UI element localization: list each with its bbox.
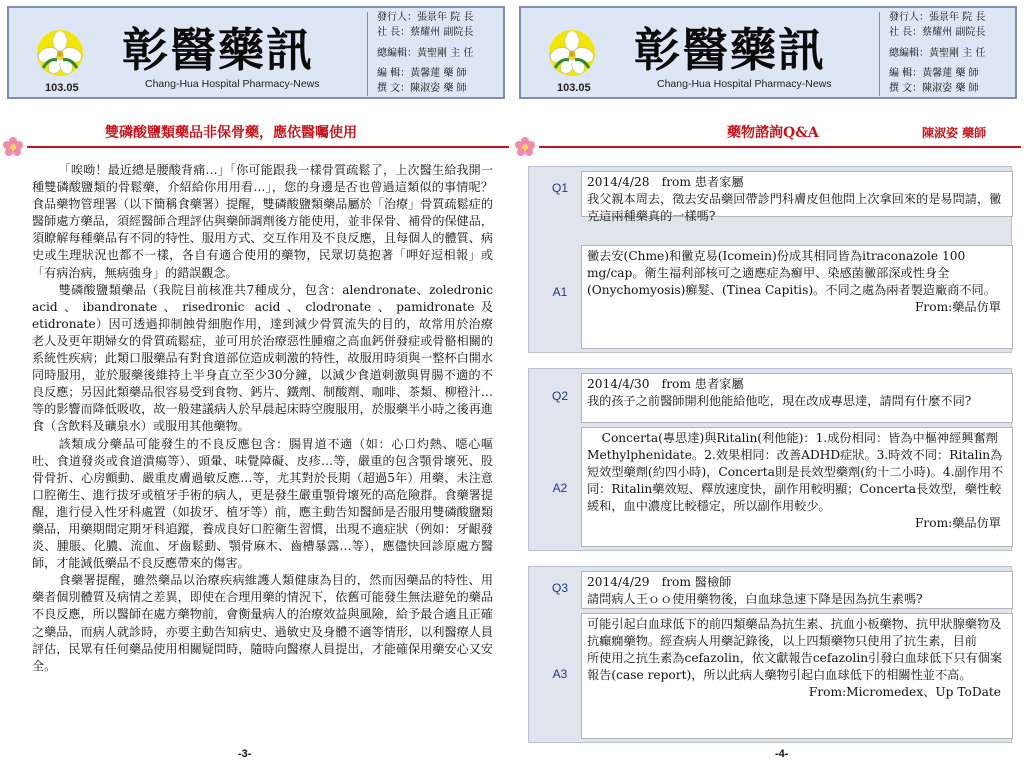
question-text — [581, 171, 1013, 223]
newsletter-header — [519, 6, 1017, 99]
newsletter-subtitle: Chang-Hua Hospital Pharmacy-News — [145, 78, 320, 90]
staff-line: 社 長：蔡耀州 副院長 — [889, 26, 986, 38]
page-number: -4- — [775, 748, 789, 760]
question-body: 請問病人王ｏｏ使用藥物後，白血球急速下降是因為抗生素嗎? — [587, 592, 923, 606]
answer-source: From:藥品仿單 — [914, 300, 1001, 314]
staff-line: 社 長：蔡耀州 副院長 — [377, 26, 474, 38]
question-date: 2014/4/30 from 患者家屬 — [587, 377, 744, 391]
title-underline — [27, 146, 509, 148]
header-divider — [367, 12, 368, 96]
staff-list — [377, 11, 505, 97]
newsletter-subtitle: Chang-Hua Hospital Pharmacy-News — [657, 78, 832, 90]
staff-line: 總編輯：黃聖剛 主 任 — [377, 47, 474, 59]
hospital-logo-icon — [35, 28, 85, 78]
question-label: Q2 — [551, 389, 568, 403]
qa-block-1 — [528, 166, 1012, 353]
newsletter-title: 彰醫藥訊 — [122, 23, 314, 77]
answer-text — [581, 245, 1013, 349]
staff-line: 發行人：張景年 院 長 — [377, 12, 474, 23]
article-paragraph: 該類成分藥品可能發生的不良反應包含：腸胃道不適（如：心口灼熱、噁心嘔吐、食道發炎或食道潰瘍等）、頭暈、味覺障礙、皮疹…等，嚴重的包含顎骨壞死、股骨骨折、心房顫動、嚴重皮膚過敏反應…等，尤其對於長期（超過5年）用藥、未注意口腔衛生、進行拔牙或植牙手術的病人，更是發生嚴重顎骨壞死的高危險群。食藥署提醒，進行侵入性牙科處置（如拔牙、植牙等）前，應主動告知醫師是否服用雙磷酸鹽類藥品，用藥期間定期牙科追蹤，養成良好口腔衛生習慣，出現不適症狀（例如：牙齦發炎、腫脹、化膿、流血、牙齒鬆動、顎骨麻木、齒槽暴露…等），應儘快回診原處方醫師，才能減低藥品不良反應帶來的傷害。 — [32, 436, 493, 571]
answer-text — [581, 427, 1013, 547]
qa-block-3 — [528, 566, 1012, 743]
staff-line: 編 輯：黃馨蓮 藥 師 — [889, 68, 979, 80]
question-label: Q3 — [551, 581, 568, 595]
issue-number: 103.05 — [45, 82, 79, 94]
newsletter-header — [7, 6, 505, 99]
question-text — [581, 373, 1013, 423]
question-text — [581, 571, 1013, 609]
flower-bullet-icon — [2, 136, 24, 158]
staff-line: 總編輯：黃聖剛 主 任 — [889, 47, 986, 59]
issue-number: 103.05 — [557, 82, 591, 94]
question-date: 2014/4/28 from 患者家屬 — [587, 175, 744, 189]
question-label: Q1 — [551, 181, 568, 195]
staff-line: 編 輯：黃馨蓮 藥 師 — [377, 68, 467, 80]
staff-line: 撰 文：陳淑姿 藥 師 — [889, 83, 979, 95]
answer-body: 黴去安(Chme)和黴克易(Icomein)份成其相同皆為itraconazole 100 mg/cap。衛生福利部核可之適應症為癬甲、染感菌黴部深或性身全(Onychomyosis)癬髮、(Tinea Capitis)。不同之處為兩者製造廠商不同。 — [587, 249, 996, 297]
question-date: 2014/4/29 from 醫檢師 — [587, 575, 732, 589]
answer-body: 所使用之抗生素為cefazolin，依文獻報告cefazolin引發白血球低下只有個案報告(case report)，所以此病人藥物引起白血球低下的相關性並不高。 — [587, 651, 1003, 682]
qa-author: 陳淑姿 藥師 — [922, 126, 987, 140]
staff-line: 發行人：張景年 院 長 — [889, 12, 986, 23]
article-title: 雙磷酸鹽類藥品非保骨藥，應依醫囑使用 — [105, 125, 357, 141]
question-body: 我父親本周去，徵去安品藥回帶診門科膚皮但他問上次拿回來的是易問請，黴克這兩種藥真的一樣嗎? — [587, 192, 1002, 223]
qa-section-title: 藥物諮詢Q&A — [727, 125, 819, 141]
question-body: 我的孩子之前醫師開利他能給他吃，現在改成專思達，請問有什麼不同? — [587, 394, 972, 408]
answer-label: A3 — [552, 667, 568, 681]
answer-label: A1 — [552, 285, 568, 299]
article-paragraph: 「唉呦！最近總是腰酸背痛…」「你可能跟我一樣骨質疏鬆了，上次醫生給我開一種雙磷酸鹽類的骨鬆藥，介紹給你用用看…」，您的身邊是否也曾過這類似的事情呢？食品藥物管理署（以下簡稱食藥署）提醒，雙磷酸鹽類藥品屬於「治療」骨質疏鬆症的醫師處方藥品，須經醫師合理評估與藥師調劑後方能使用，並非保骨、補骨的保健品，須瞭解每種藥品有不同的特性、服用方式、交互作用及不良反應，且每個人的體質、病史或生理狀況也都不一樣，各自有適合使用的藥物，民眾切莫抱著「呷好逗相報」或「有病治病，無病強身」的錯誤觀念。 — [32, 163, 493, 280]
answer-source: From:Micromedex、Up ToDate — [808, 685, 1001, 699]
right-page — [512, 0, 1024, 768]
title-underline — [539, 146, 1021, 148]
hospital-logo-icon — [547, 28, 597, 78]
staff-line: 撰 文：陳淑姿 藥 師 — [377, 83, 467, 95]
page-number: -3- — [238, 748, 252, 760]
answer-body: Concerta(專思達)與Ritalin(利他能)：1.成份相同：皆為中樞神經興奮劑Methylphenidate。2.效果相同：改善ADHD症狀。3.時效不同：Ritalin為短效型藥劑(約四小時)，Concerta則是長效型藥劑(約十二小時)。4.副作用不同：Ritalin藥效短、釋放速度快，副作用較明顯；Concerta長效型，藥性較緩和，血中濃度比較穩定，所以副作用較少。 — [587, 431, 1004, 513]
qa-block-2 — [528, 368, 1012, 551]
header-divider — [879, 12, 880, 96]
newsletter-title: 彰醫藥訊 — [634, 23, 826, 77]
answer-source: From:藥品仿單 — [914, 516, 1001, 530]
article-paragraph: 食藥署提醒，雖然藥品以治療疾病維護人類健康為目的，然而因藥品的特性、用藥者個別體質及病情之差異，即使在合理用藥的情況下，依舊可能發生無法避免的藥品不良反應，所以醫師在處方藥物前，會衡量病人的治療效益與風險，給予最合適且正確之藥品，而病人就診時，亦要主動告知病史、過敏史及身體不適等情形，以利醫療人員評估，民眾有任何藥品使用相關疑問時，隨時向醫療人員提出，才能確保用藥安心又安全。 — [32, 573, 493, 673]
answer-body: 可能引起白血球低下的前四類藥品為抗生素、抗血小板藥物、抗甲狀腺藥物及抗癲癇藥物。經查病人用藥記錄後，以上四類藥物只使用了抗生素，目前 — [587, 617, 1002, 648]
answer-text — [581, 613, 1013, 739]
answer-label: A2 — [552, 481, 568, 495]
staff-list — [889, 11, 1017, 97]
flower-bullet-icon — [514, 136, 536, 158]
article-body — [32, 162, 493, 675]
article-paragraph: 雙磷酸鹽類藥品（我院目前核准共7種成分，包含：alendronate、zoledronic acid、ibandronate、risedronic acid、clodronate、pamidronate及etidronate）因可透過抑制蝕骨細胞作用，達到減少骨質流失的目的，故常用於治療老人及更年期婦女的骨質疏鬆症，並可用於治療惡性腫瘤之高血鈣併發症或骨骼相關的系統性疾病；此類口服藥品有對食道部位造成刺激的特性，故服用時須與一整杯白開水同時服用，並於服藥後維持上半身直立至少30分鐘，以減少食道刺激與胃腸不適的不良反應；另因此類藥品很容易受到食物、鈣片、鐵劑、制酸劑、咖啡、茶類、柳橙汁…等的影響而降低吸收，故一般建議病人於早晨起床時空腹服用，於服藥半小時之後再進食（含飲料及礦泉水）或服用其他藥物。 — [32, 282, 493, 434]
